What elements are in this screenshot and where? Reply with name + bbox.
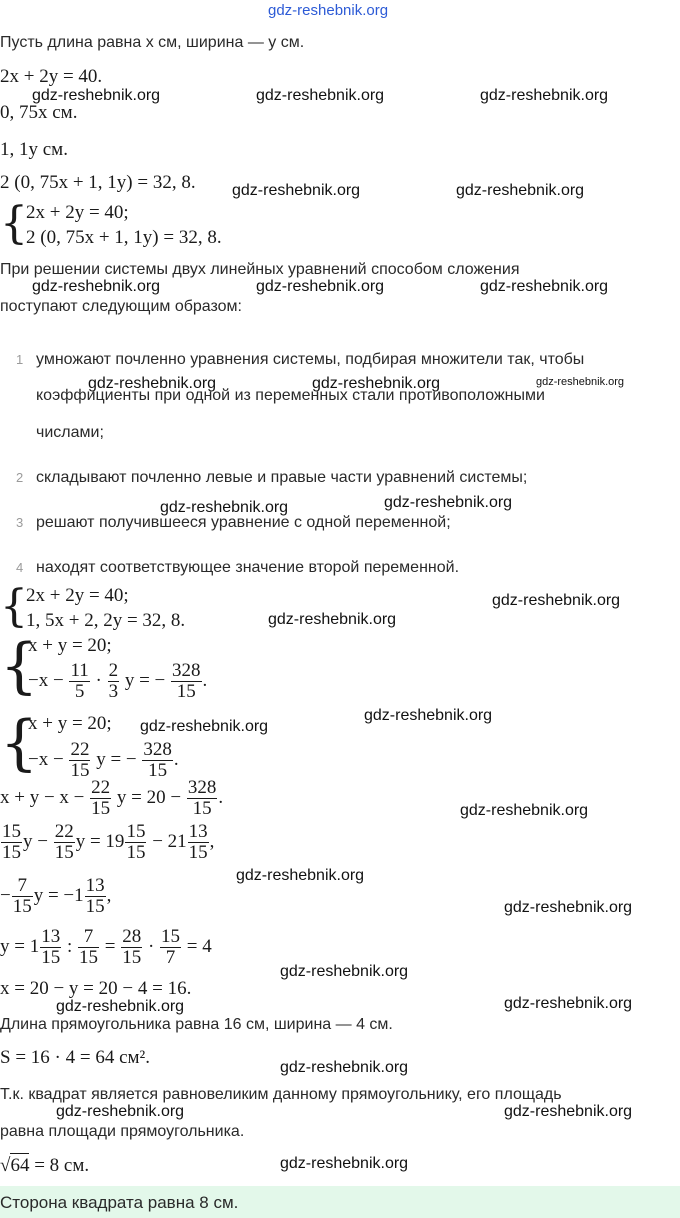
watermark: gdz-reshebnik.org	[504, 995, 633, 1012]
watermark: gdz-reshebnik.org	[504, 1103, 633, 1120]
watermark: gdz-reshebnik.org	[56, 998, 185, 1015]
system1-eq1: 2x + 2y = 40;	[26, 202, 129, 223]
calc-line-2: $\frac{15}{15}$ y − $\frac{22}{15}$ y = 19 $\frac{15}{15}$ − 21 $\frac{13}{15}$ ,	[2, 821, 215, 863]
watermark: gdz-reshebnik.org	[480, 87, 609, 104]
watermark: gdz-reshebnik.org	[160, 499, 289, 516]
watermark: gdz-reshebnik.org	[364, 707, 493, 724]
watermark: gdz-reshebnik.org	[280, 1059, 409, 1076]
calc-line-5: x = 20 − y = 20 − 4 = 16.	[0, 978, 192, 999]
list-item-text: умножают почленно уравнения системы, подбирая множители так, чтобы	[36, 351, 585, 368]
system3-eq1: x + y = 20;	[28, 635, 112, 656]
system2-eq2: 1, 5x + 2, 2y = 32, 8.	[26, 610, 186, 631]
system-brace: {	[0, 581, 28, 632]
calc-line-4: y = 1 $\frac{13}{15}$ : $\frac{7}{15}$ = $\frac{28}{15}$ · $\frac{15}{7}$ = 4	[0, 926, 212, 968]
answer-text: Сторона квадрата равна 8 см.	[0, 1193, 239, 1212]
watermark: gdz-reshebnik.org	[456, 182, 585, 199]
system-brace: {	[0, 708, 39, 778]
list-item-number: 2	[16, 470, 24, 485]
expression-length: 0, 75x см.	[0, 102, 78, 123]
watermark-top: gdz-reshebnik.org	[268, 2, 389, 19]
system4-eq1: x + y = 20;	[28, 713, 112, 734]
list-item-text: решают получившееся уравнение с одной переменной;	[36, 514, 451, 531]
sqrt-equation: √64 = 8 см.	[0, 1155, 90, 1176]
watermark: gdz-reshebnik.org	[492, 592, 621, 609]
calc-line-3: − $\frac{7}{15}$ y = −1 $\frac{13}{15}$ ,	[0, 875, 112, 917]
watermark: gdz-reshebnik.org	[256, 87, 385, 104]
method-intro-line2: поступают следующим образом:	[0, 298, 242, 315]
area-equation: S = 16 · 4 = 64 см².	[0, 1047, 150, 1068]
list-item-text: числами;	[36, 424, 104, 441]
calc-line-1: x + y − x − $\frac{22}{15}$ y = 20 − $\frac{328}{15}$ .	[0, 777, 224, 819]
dimensions-text: Длина прямоугольника равна 16 см, ширина — 4 см.	[0, 1016, 393, 1033]
watermark: gdz-reshebnik.org	[280, 1155, 409, 1172]
square-text-line1: Т.к. квадрат является равновеликим данному прямоугольнику, его площадь	[0, 1086, 562, 1103]
watermark: gdz-reshebnik.org	[140, 718, 269, 735]
list-item-text: коэффициенты при одной из переменных стали противоположными	[36, 387, 545, 404]
list-item-text: находят соответствующее значение второй переменной.	[36, 559, 460, 576]
watermark: gdz-reshebnik.org	[56, 1103, 185, 1120]
watermark: gdz-reshebnik.org	[32, 87, 161, 104]
watermark: gdz-reshebnik.org	[312, 375, 441, 392]
watermark: gdz-reshebnik.org	[236, 867, 365, 884]
method-intro-line1: При решении системы двух линейных уравнений способом сложения	[0, 261, 520, 278]
equation-perimeter-new: 2 (0, 75x + 1, 1y) = 32, 8.	[0, 172, 196, 193]
answer-box	[0, 1186, 680, 1218]
intro-text: Пусть длина равна x см, ширина — y см.	[0, 34, 305, 51]
watermark: gdz-reshebnik.org	[536, 376, 625, 388]
list-item-text: складывают почленно левые и правые части уравнений системы;	[36, 469, 528, 486]
watermark: gdz-reshebnik.org	[480, 278, 609, 295]
system-brace: {	[0, 198, 28, 249]
watermark: gdz-reshebnik.org	[88, 375, 217, 392]
square-text-line2: равна площади прямоугольника.	[0, 1123, 245, 1140]
watermark: gdz-reshebnik.org	[280, 963, 409, 980]
system4-eq2: −x − $\frac{22}{15}$ y = − $\frac{328}{15}$ .	[28, 739, 179, 781]
watermark: gdz-reshebnik.org	[460, 802, 589, 819]
system-brace: {	[0, 631, 39, 701]
system1-eq2: 2 (0, 75x + 1, 1y) = 32, 8.	[26, 227, 222, 248]
watermark: gdz-reshebnik.org	[232, 182, 361, 199]
list-item-number: 3	[16, 515, 24, 530]
list-item-number: 1	[16, 352, 24, 367]
watermark: gdz-reshebnik.org	[384, 494, 513, 511]
system2-eq1: 2x + 2y = 40;	[26, 585, 129, 606]
list-item-number: 4	[16, 560, 24, 575]
system3-eq2: −x − $\frac{11}{5}$ · $\frac{2}{3}$ y = − $\frac{328}{15}$ .	[28, 660, 208, 702]
watermark: gdz-reshebnik.org	[268, 611, 397, 628]
expression-width: 1, 1y см.	[0, 139, 68, 160]
watermark: gdz-reshebnik.org	[504, 899, 633, 916]
equation-perimeter: 2x + 2y = 40.	[0, 66, 103, 87]
watermark: gdz-reshebnik.org	[256, 278, 385, 295]
watermark: gdz-reshebnik.org	[32, 278, 161, 295]
